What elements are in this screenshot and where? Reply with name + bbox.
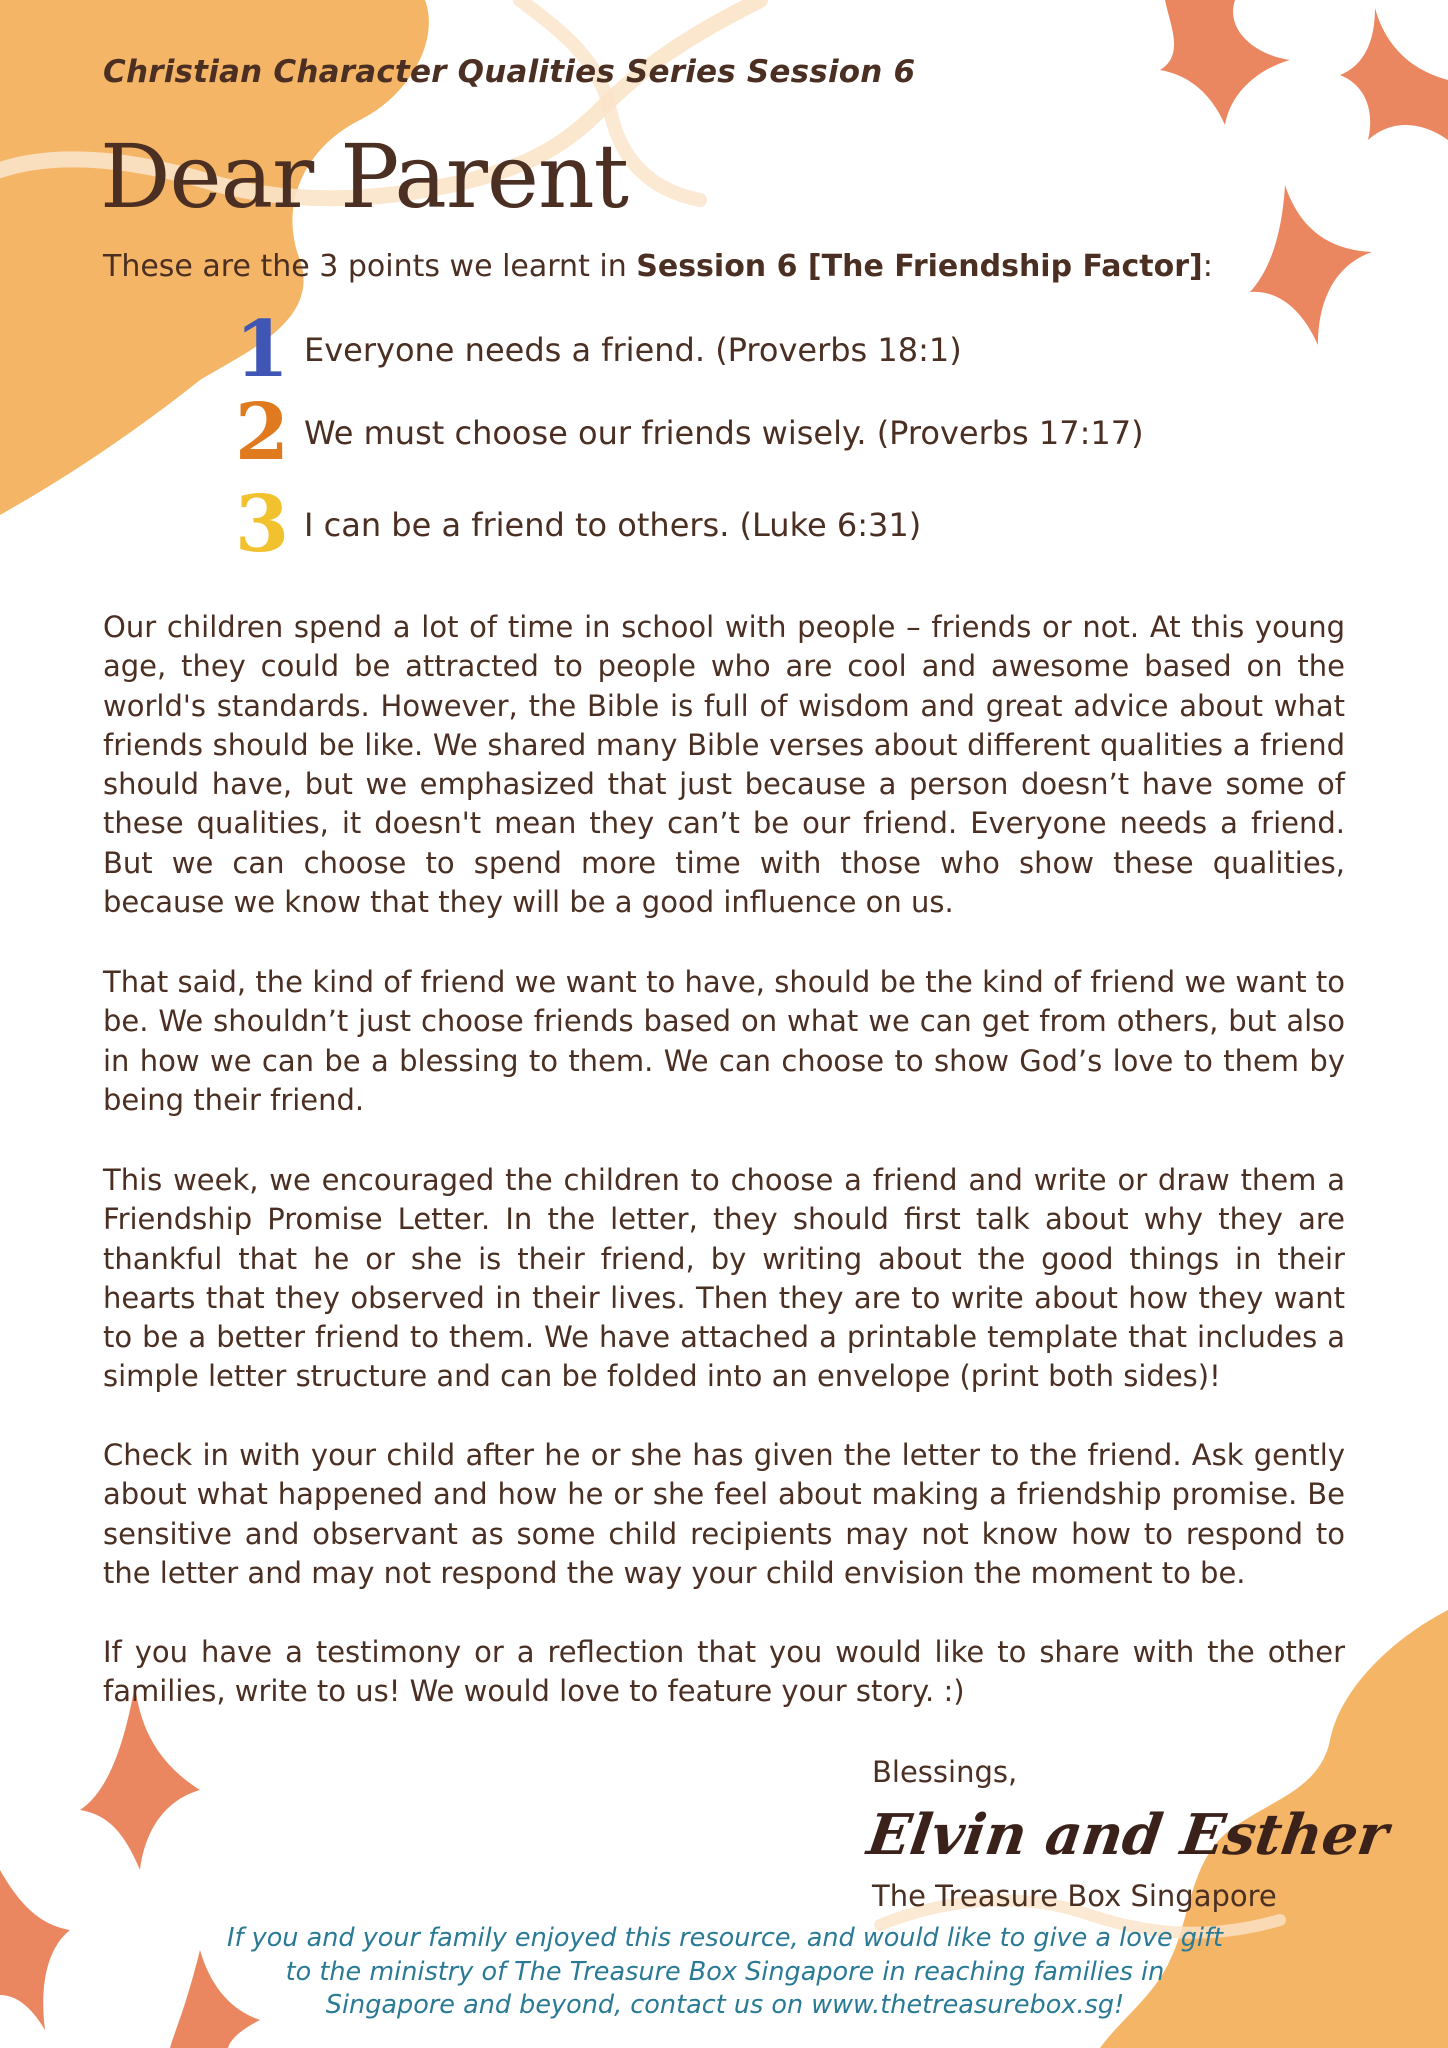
signature: Elvin and Esther: [863, 1802, 1393, 1868]
intro-prefix: These are the 3 points we learnt in: [103, 249, 637, 284]
learning-point-1: [232, 304, 1232, 395]
point-number-1: 1: [234, 304, 290, 395]
series-title: Christian Character Qualities Series Session 6: [103, 54, 916, 90]
footer-note: [160, 1922, 1290, 2023]
point-number-3: 3: [234, 479, 290, 570]
point-text-2: We must choose our friends wisely. (Proverbs 17:17): [304, 414, 1144, 452]
paragraph-3: This week, we encouraged the children to choose a friend and write or draw them a Friendship Promise Letter. In the letter, they should first talk about why they are thankful that he or she is their friend, by writing about the good things in their hearts that they observed in their lives. Then they are to write about how they want to be a better friend to them. We have attached a printable template that includes a simple letter structure and can be folded into an envelope (print both sides)!: [103, 1163, 1345, 1394]
greeting-heading: Dear Parent: [100, 125, 629, 228]
salutation: Blessings,: [872, 1755, 1018, 1789]
point-number-2: 2: [234, 387, 290, 478]
paragraph-1: Our children spend a lot of time in school with people – friends or not. At this young age, they could be attracted to people who are cool and awesome based on the world's standards. However, the Bible is full of wisdom and great advice about what friends should be like. We shared many Bible verses about different qualities a friend should have, but we emphasized that just because a person doesn’t have some of these qualities, it doesn't mean they can’t be our friend. Everyone needs a friend. But we can choose to spend more time with those who show these qualities, because we know that they will be a good influence on us.: [103, 610, 1345, 920]
point-text-3: I can be a friend to others. (Luke 6:31): [304, 506, 922, 544]
intro-line: [103, 247, 1213, 287]
learning-point-3: [232, 479, 1232, 570]
footer-line-1: If you and your family enjoyed this resource, and would like to give a love gift: [227, 1923, 1223, 1953]
point-text-1: Everyone needs a friend. (Proverbs 18:1): [304, 331, 962, 369]
paragraph-2: That said, the kind of friend we want to have, should be the kind of friend we want to be. We shouldn’t just choose friends based on what we can get from others, but also in how we can be a blessing to them. We can choose to show God’s love to them by being their friend.: [103, 965, 1345, 1117]
organization-name: The Treasure Box Singapore: [872, 1879, 1277, 1913]
intro-suffix: :: [1202, 249, 1213, 284]
footer-line-2: to the ministry of The Treasure Box Singapore in reaching families in: [285, 1956, 1165, 1987]
learning-point-2: [232, 387, 1232, 478]
paragraph-4: Check in with your child after he or she has given the letter to the friend. Ask gently about what happened and how he or she feel about making a friendship promise. Be sensitive and observant as some child recipients may not know how to respond to the letter and may not respond the way your child envision the moment to be.: [103, 1438, 1345, 1590]
paragraph-5: If you have a testimony or a reflection that you would like to share with the other families, write to us! We would love to feature your story. :): [103, 1635, 1345, 1709]
footer-line-3: Singapore and beyond, contact us on www.thetreasurebox.sg!: [325, 1990, 1125, 2020]
session-name: Session 6 [The Friendship Factor]: [636, 249, 1203, 284]
